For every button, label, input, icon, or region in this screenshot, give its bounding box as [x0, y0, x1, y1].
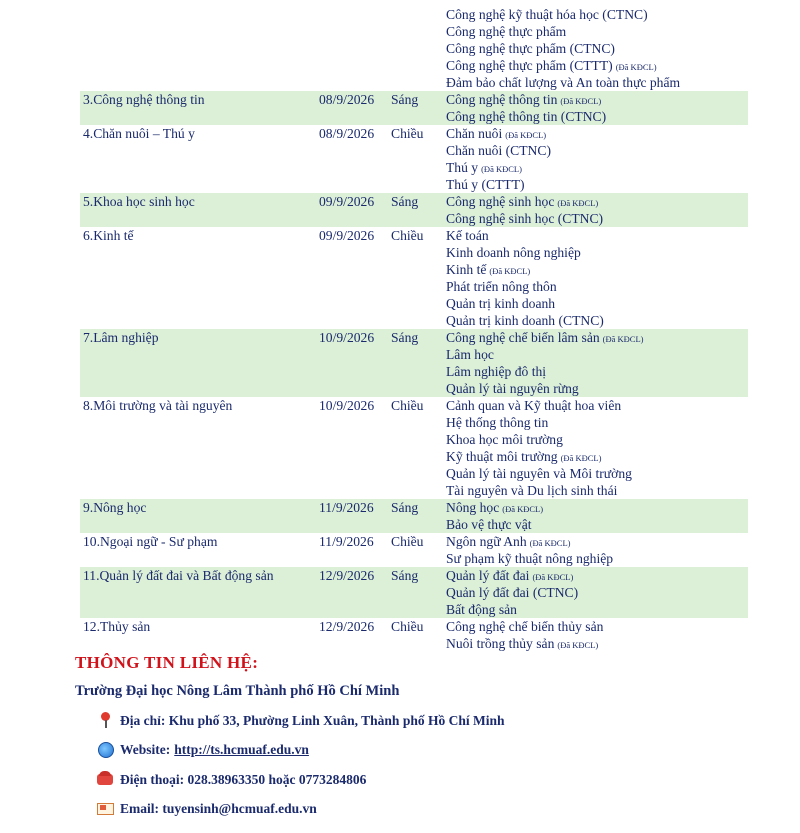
major-item [446, 431, 748, 448]
schedule-table [80, 6, 748, 652]
major-item [446, 363, 748, 380]
contact-title: THÔNG TIN LIÊN HỆ: [75, 653, 259, 672]
major-name: Công nghệ kỹ thuật hóa học (CTNC) [446, 7, 648, 22]
major-name: Công nghệ thực phẩm (CTTT) [446, 58, 613, 73]
phone-text: Điện thoại: 028.38963350 hoặc 0773284806 [120, 771, 367, 787]
schedule-row [80, 397, 748, 499]
major-name: Khoa học môi trường [446, 432, 563, 447]
major-name: Kế toán [446, 228, 489, 243]
major-item [446, 380, 748, 397]
major-name: Thú y (CTTT) [446, 177, 525, 192]
majors-list [443, 329, 748, 397]
major-name: Bảo vệ thực vật [446, 517, 532, 532]
schedule-row [80, 193, 748, 227]
major-name: Phát triển nông thôn [446, 279, 557, 294]
major-item [446, 397, 748, 414]
major-item [446, 499, 748, 516]
session: Sáng [391, 194, 419, 209]
major-name: Đảm bảo chất lượng và An toàn thực phẩm [446, 75, 681, 90]
accreditation-tag: (Đã KĐCL) [502, 504, 544, 514]
major-name: Thú y [446, 160, 479, 175]
major-item [446, 550, 748, 567]
telephone-icon [97, 771, 114, 788]
faculty-name: 11.Quản lý đất đai và Bất động sản [83, 568, 274, 583]
major-name: Sư phạm kỹ thuật nông nghiệp [446, 551, 614, 566]
majors-list [443, 193, 748, 227]
majors-list [443, 125, 748, 193]
exam-date: 09/9/2026 [319, 194, 375, 209]
session: Sáng [391, 500, 419, 515]
address-text: Địa chỉ: Khu phố 33, Phường Linh Xuân, Thành phố Hồ Chí Minh [120, 712, 505, 728]
major-name: Chăn nuôi (CTNC) [446, 143, 551, 158]
accreditation-tag: (Đã KĐCL) [560, 453, 602, 463]
email-icon [97, 800, 114, 817]
major-item [446, 91, 748, 108]
exam-date: 11/9/2026 [319, 534, 374, 549]
exam-date: 12/9/2026 [319, 619, 375, 634]
session: Sáng [391, 568, 419, 583]
session: Chiều [391, 534, 424, 549]
major-name: Lâm nghiệp đô thị [446, 364, 547, 379]
schedule-row [80, 227, 748, 329]
major-item [446, 516, 748, 533]
major-item [446, 635, 748, 652]
exam-date: 08/9/2026 [319, 126, 375, 141]
majors-list [443, 397, 748, 499]
major-name: Lâm học [446, 347, 494, 362]
faculty-name: 4.Chăn nuôi – Thú y [83, 126, 195, 141]
major-name: Quản lý đất đai (CTNC) [446, 585, 579, 600]
schedule-row [80, 533, 748, 567]
major-item [446, 210, 748, 227]
major-item [446, 448, 748, 465]
major-name: Tài nguyên và Du lịch sinh thái [446, 483, 618, 498]
address-line [97, 712, 504, 729]
website-link[interactable]: http://ts.hcmuaf.edu.vn [174, 741, 309, 757]
globe-icon [97, 741, 114, 758]
major-name: Công nghệ thực phẩm (CTNC) [446, 41, 615, 56]
faculty-name: 9.Nông học [83, 500, 147, 515]
major-name: Nuôi trồng thủy sản [446, 636, 555, 651]
major-name: Công nghệ thông tin [446, 92, 558, 107]
phone-line [97, 771, 366, 788]
schedule-row [80, 125, 748, 193]
faculty-name: 12.Thủy sản [83, 619, 151, 634]
major-name: Công nghệ sinh học (CTNC) [446, 211, 604, 226]
session: Chiều [391, 228, 424, 243]
email-text[interactable]: Email: tuyensinh@hcmuaf.edu.vn [120, 800, 317, 816]
accreditation-tag: (Đã KĐCL) [481, 164, 522, 174]
session: Chiều [391, 619, 424, 634]
exam-date: 08/9/2026 [319, 92, 375, 107]
major-name: Quản lý đất đai [446, 568, 530, 583]
major-item [446, 278, 748, 295]
schedule-row [80, 6, 748, 91]
schedule-row [80, 91, 748, 125]
major-item [446, 482, 748, 499]
majors-list [443, 6, 748, 91]
schedule-row [80, 499, 748, 533]
majors-list [443, 533, 748, 567]
schedule-row [80, 329, 748, 397]
faculty-name: 3.Công nghệ thông tin [83, 92, 205, 107]
exam-date: 12/9/2026 [319, 568, 375, 583]
website-line [97, 741, 309, 758]
major-name: Hệ thống thông tin [446, 415, 549, 430]
email-line [97, 800, 317, 817]
major-item [446, 227, 748, 244]
major-item [446, 57, 748, 74]
schedule-row [80, 567, 748, 618]
major-item [446, 74, 748, 91]
major-name: Quản lý tài nguyên và Môi trường [446, 466, 632, 481]
majors-list [443, 227, 748, 329]
majors-list [443, 567, 748, 618]
major-item [446, 142, 748, 159]
major-item [446, 108, 748, 125]
session: Sáng [391, 92, 419, 107]
major-item [446, 414, 748, 431]
schedule-row [80, 618, 748, 652]
session: Sáng [391, 330, 419, 345]
major-name: Ngôn ngữ Anh [446, 534, 527, 549]
major-item [446, 23, 748, 40]
major-name: Quản trị kinh doanh (CTNC) [446, 313, 604, 328]
accreditation-tag: (Đã KĐCL) [505, 130, 547, 140]
session [391, 6, 443, 91]
major-item [446, 601, 748, 618]
exam-date: 11/9/2026 [319, 500, 374, 515]
major-item [446, 261, 748, 278]
school-name: Trường Đại học Nông Lâm Thành phố Hồ Chí Minh [75, 683, 400, 699]
major-item [446, 584, 748, 601]
majors-list [443, 499, 748, 533]
major-item [446, 533, 748, 550]
major-name: Công nghệ chế biến lâm sản [446, 330, 600, 345]
accreditation-tag: (Đã KĐCL) [602, 334, 644, 344]
session: Chiều [391, 398, 424, 413]
major-name: Kinh doanh nông nghiệp [446, 245, 581, 260]
major-item [446, 244, 748, 261]
major-item [446, 125, 748, 142]
exam-date: 10/9/2026 [319, 330, 375, 345]
major-item [446, 567, 748, 584]
accreditation-tag: (Đã KĐCL) [557, 198, 599, 208]
faculty-name [80, 6, 311, 91]
major-item [446, 465, 748, 482]
major-item [446, 6, 748, 23]
exam-date: 09/9/2026 [319, 228, 375, 243]
major-name: Công nghệ thực phẩm [446, 24, 567, 39]
website-label: Website: [120, 741, 171, 757]
major-name: Quản lý tài nguyên rừng [446, 381, 579, 396]
faculty-name: 5.Khoa học sinh học [83, 194, 195, 209]
major-item [446, 312, 748, 329]
major-name: Công nghệ thông tin (CTNC) [446, 109, 607, 124]
faculty-name: 6.Kinh tế [83, 228, 134, 243]
major-name: Nông học [446, 500, 500, 515]
faculty-name: 10.Ngoại ngữ - Sư phạm [83, 534, 218, 549]
accreditation-tag: (Đã KĐCL) [532, 572, 574, 582]
exam-date: 10/9/2026 [319, 398, 375, 413]
faculty-name: 7.Lâm nghiệp [83, 330, 159, 345]
major-item [446, 346, 748, 363]
accreditation-tag: (Đã KĐCL) [557, 640, 599, 650]
faculty-name: 8.Môi trường và tài nguyên [83, 398, 233, 413]
session: Chiều [391, 126, 424, 141]
major-item [446, 193, 748, 210]
major-name: Công nghệ chế biến thủy sản [446, 619, 604, 634]
location-pin-icon [97, 712, 114, 729]
major-name: Cảnh quan và Kỹ thuật hoa viên [446, 398, 622, 413]
major-item [446, 159, 748, 176]
major-item [446, 295, 748, 312]
major-name: Chăn nuôi [446, 126, 503, 141]
majors-list [443, 91, 748, 125]
major-item [446, 329, 748, 346]
major-name: Kỹ thuật môi trường [446, 449, 558, 464]
accreditation-tag: (Đã KĐCL) [529, 538, 571, 548]
major-item [446, 40, 748, 57]
majors-list [443, 618, 748, 652]
major-name: Quản trị kinh doanh [446, 296, 556, 311]
major-name: Kinh tế [446, 262, 487, 277]
accreditation-tag: (Đã KĐCL) [560, 96, 602, 106]
accreditation-tag: (Đã KĐCL) [615, 62, 657, 72]
major-name: Bất động sản [446, 602, 517, 617]
major-item [446, 618, 748, 635]
major-item [446, 176, 748, 193]
accreditation-tag: (Đã KĐCL) [489, 266, 531, 276]
exam-date [311, 6, 391, 91]
major-name: Công nghệ sinh học [446, 194, 555, 209]
